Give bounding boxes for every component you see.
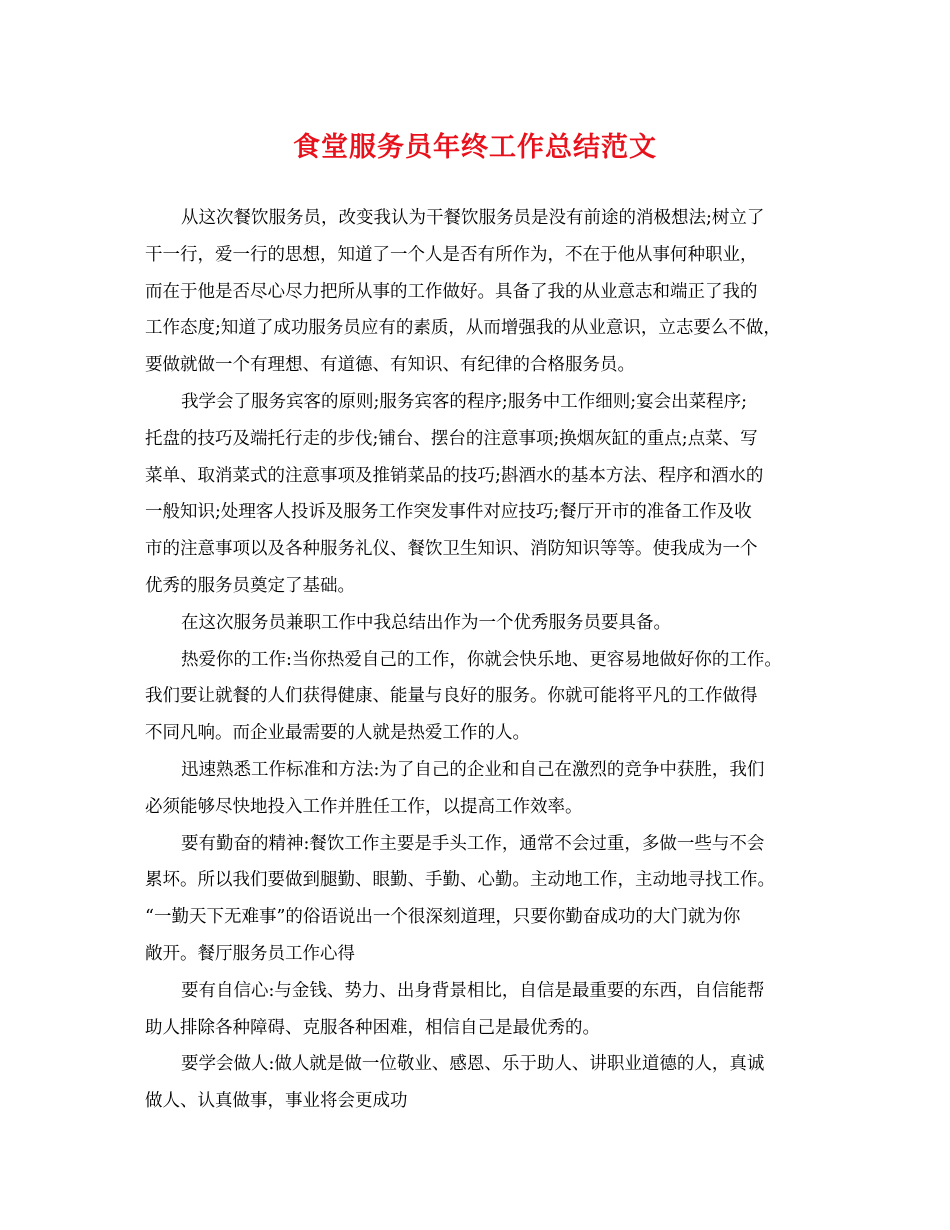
text-line: “一勤天下无难事”的俗语说出一个很深刻道理，只要你勤奋成功的大门就为你 — [145, 907, 741, 928]
text-line: 要做就做一个有理想、有道德、有知识、有纪律的合格服务员。 — [145, 355, 635, 376]
text-line: 而在于他是否尽心尽力把所从事的工作做好。具备了我的从业意志和端正了我的 — [145, 281, 758, 302]
document-body — [145, 200, 815, 1120]
text-line: 敞开。餐厅服务员工作心得 — [145, 943, 355, 964]
text-line: 一般知识;处理客人投诉及服务工作突发事件对应技巧;餐厅开市的准备工作及收 — [145, 502, 752, 523]
text-line: 从这次餐饮服务员，改变我认为干餐饮服务员是没有前途的消极想法;树立了 — [181, 208, 765, 228]
text-line: 工作态度;知道了成功服务员应有的素质，从而增强我的从业意识，立志要么不做， — [145, 318, 781, 339]
text-line: 托盘的技巧及端托行走的步伐;铺台、摆台的注意事项;换烟灰缸的重点;点菜、写 — [145, 428, 758, 449]
text-line: 累坏。所以我们要做到腿勤、眼勤、手勤、心勤。主动地工作，主动地寻找工作。 — [145, 870, 775, 891]
text-line: 不同凡响。而企业最需要的人就是热爱工作的人。 — [145, 723, 530, 744]
text-line: 菜单、取消菜式的注意事项及推销菜品的技巧;斟酒水的基本方法、程序和酒水的 — [145, 465, 764, 486]
text-line: 助人排除各种障碍、克服各种困难，相信自己是最优秀的。 — [145, 1017, 600, 1038]
text-line: 我学会了服务宾客的原则;服务宾客的程序;服务中工作细则;宴会出菜程序; — [181, 391, 748, 412]
text-line: 迅速熟悉工作标准和方法:为了自己的企业和自己在激烈的竞争中获胜，我们 — [181, 759, 765, 780]
text-line: 热爱你的工作:当你热爱自己的工作，你就会快乐地、更容易地做好你的工作。 — [181, 649, 782, 670]
page-title: 食堂服务员年终工作总结范文 — [293, 132, 657, 163]
text-line: 必须能够尽快地投入工作并胜任工作，以提高工作效率。 — [145, 796, 583, 817]
text-line: 优秀的服务员奠定了基础。 — [145, 575, 355, 596]
text-line: 要学会做人:做人就是做一位敬业、感恩、乐于助人、讲职业道德的人，真诚 — [181, 1054, 765, 1075]
text-line: 做人、认真做事，事业将会更成功 — [145, 1091, 408, 1112]
text-line: 要有自信心:与金钱、势力、出身背景相比，自信是最重要的东西，自信能帮 — [181, 980, 765, 1001]
text-line: 在这次服务员兼职工作中我总结出作为一个优秀服务员要具备。 — [181, 612, 671, 633]
text-line: 要有勤奋的精神:餐饮工作主要是手头工作，通常不会过重，多做一些与不会 — [181, 833, 765, 854]
text-line: 干一行，爱一行的思想，知道了一个人是否有所作为，不在于他从事何种职业， — [145, 244, 758, 265]
text-line: 我们要让就餐的人们获得健康、能量与良好的服务。你就可能将平凡的工作做得 — [145, 686, 758, 707]
text-line: 市的注意事项以及各种服务礼仪、餐饮卫生知识、消防知识等等。使我成为一个 — [145, 539, 758, 560]
